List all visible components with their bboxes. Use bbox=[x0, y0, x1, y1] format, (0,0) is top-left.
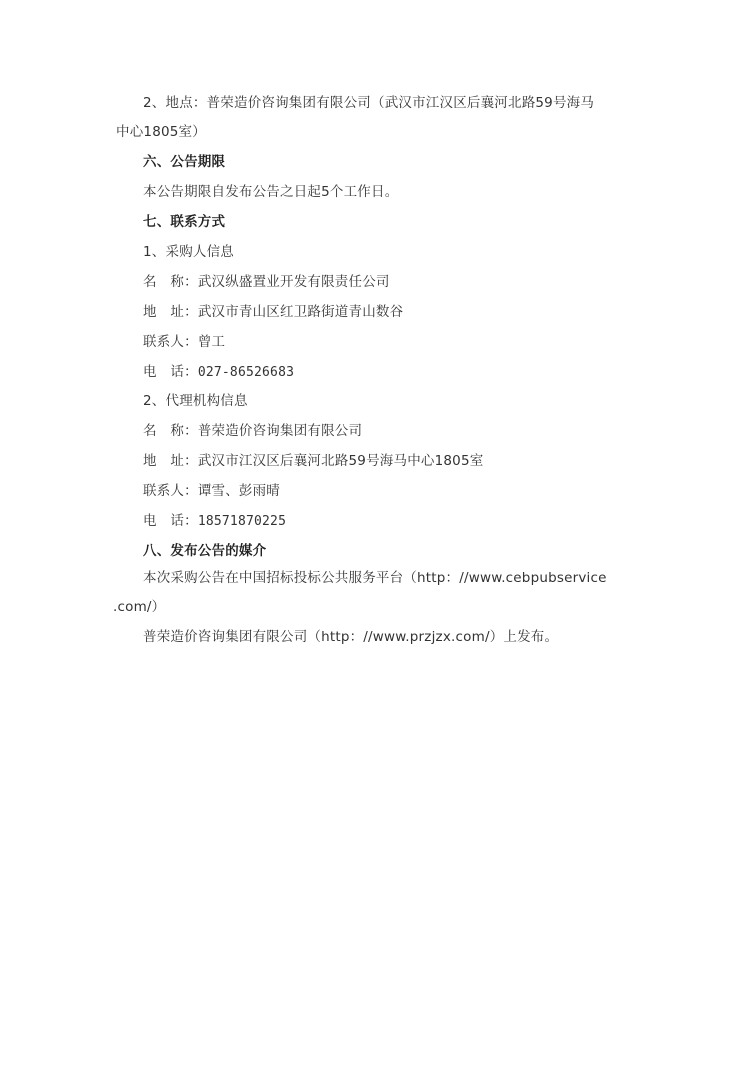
agency-name-row bbox=[143, 421, 362, 441]
agency-phone-row bbox=[143, 511, 286, 532]
purchaser-phone-row bbox=[143, 362, 294, 383]
section-6-title: 六、公告期限 bbox=[143, 154, 226, 170]
purchaser-contact-label: 联系人： bbox=[143, 334, 198, 350]
purchaser-contact-value: 曾工 bbox=[197, 334, 226, 350]
agency-contact-value: 谭雪、彭雨晴 bbox=[197, 483, 281, 499]
purchaser-name-label: 名 称： bbox=[143, 274, 198, 290]
purchaser-address-row bbox=[143, 302, 403, 322]
media-line-3: 普荣造价咨询集团有限公司（http：//www.przjzx.com/）上发布。 bbox=[143, 629, 559, 645]
location-line-2: 中心1805室） bbox=[116, 124, 206, 140]
agency-name-label: 名 称： bbox=[143, 423, 198, 439]
agency-phone-value: 18571870225 bbox=[197, 514, 287, 529]
agency-heading: 2、代理机构信息 bbox=[143, 393, 248, 409]
section-8-title: 八、发布公告的媒介 bbox=[143, 543, 267, 559]
agency-contact-label: 联系人： bbox=[143, 483, 198, 499]
media-line-2: .com/） bbox=[113, 599, 166, 615]
agency-address-label: 地 址： bbox=[143, 453, 198, 469]
purchaser-heading: 1、采购人信息 bbox=[143, 244, 234, 260]
section-6-text: 本公告期限自发布公告之日起5个工作日。 bbox=[143, 184, 399, 200]
section-7-title: 七、联系方式 bbox=[143, 214, 226, 230]
agency-name-value: 普荣造价咨询集团有限公司 bbox=[197, 423, 363, 439]
purchaser-phone-label: 电 话： bbox=[143, 364, 198, 380]
agency-phone-label: 电 话： bbox=[143, 513, 198, 529]
media-line-1: 本次采购公告在中国招标投标公共服务平台（http：//www.cebpubservice bbox=[143, 570, 607, 586]
purchaser-address-label: 地 址： bbox=[143, 304, 198, 320]
purchaser-name-row bbox=[143, 272, 390, 292]
purchaser-phone-value: 027-86526683 bbox=[197, 365, 295, 380]
agency-address-row bbox=[143, 451, 483, 471]
agency-address-value: 武汉市江汉区后襄河北路59号海马中心1805室 bbox=[197, 453, 484, 469]
purchaser-contact-row bbox=[143, 332, 225, 352]
purchaser-address-value: 武汉市青山区红卫路街道青山数谷 bbox=[197, 304, 404, 320]
purchaser-name-value: 武汉纵盛置业开发有限责任公司 bbox=[197, 274, 390, 290]
location-line-1: 2、地点：普荣造价咨询集团有限公司（武汉市江汉区后襄河北路59号海马 bbox=[143, 95, 595, 111]
agency-contact-row bbox=[143, 481, 280, 501]
